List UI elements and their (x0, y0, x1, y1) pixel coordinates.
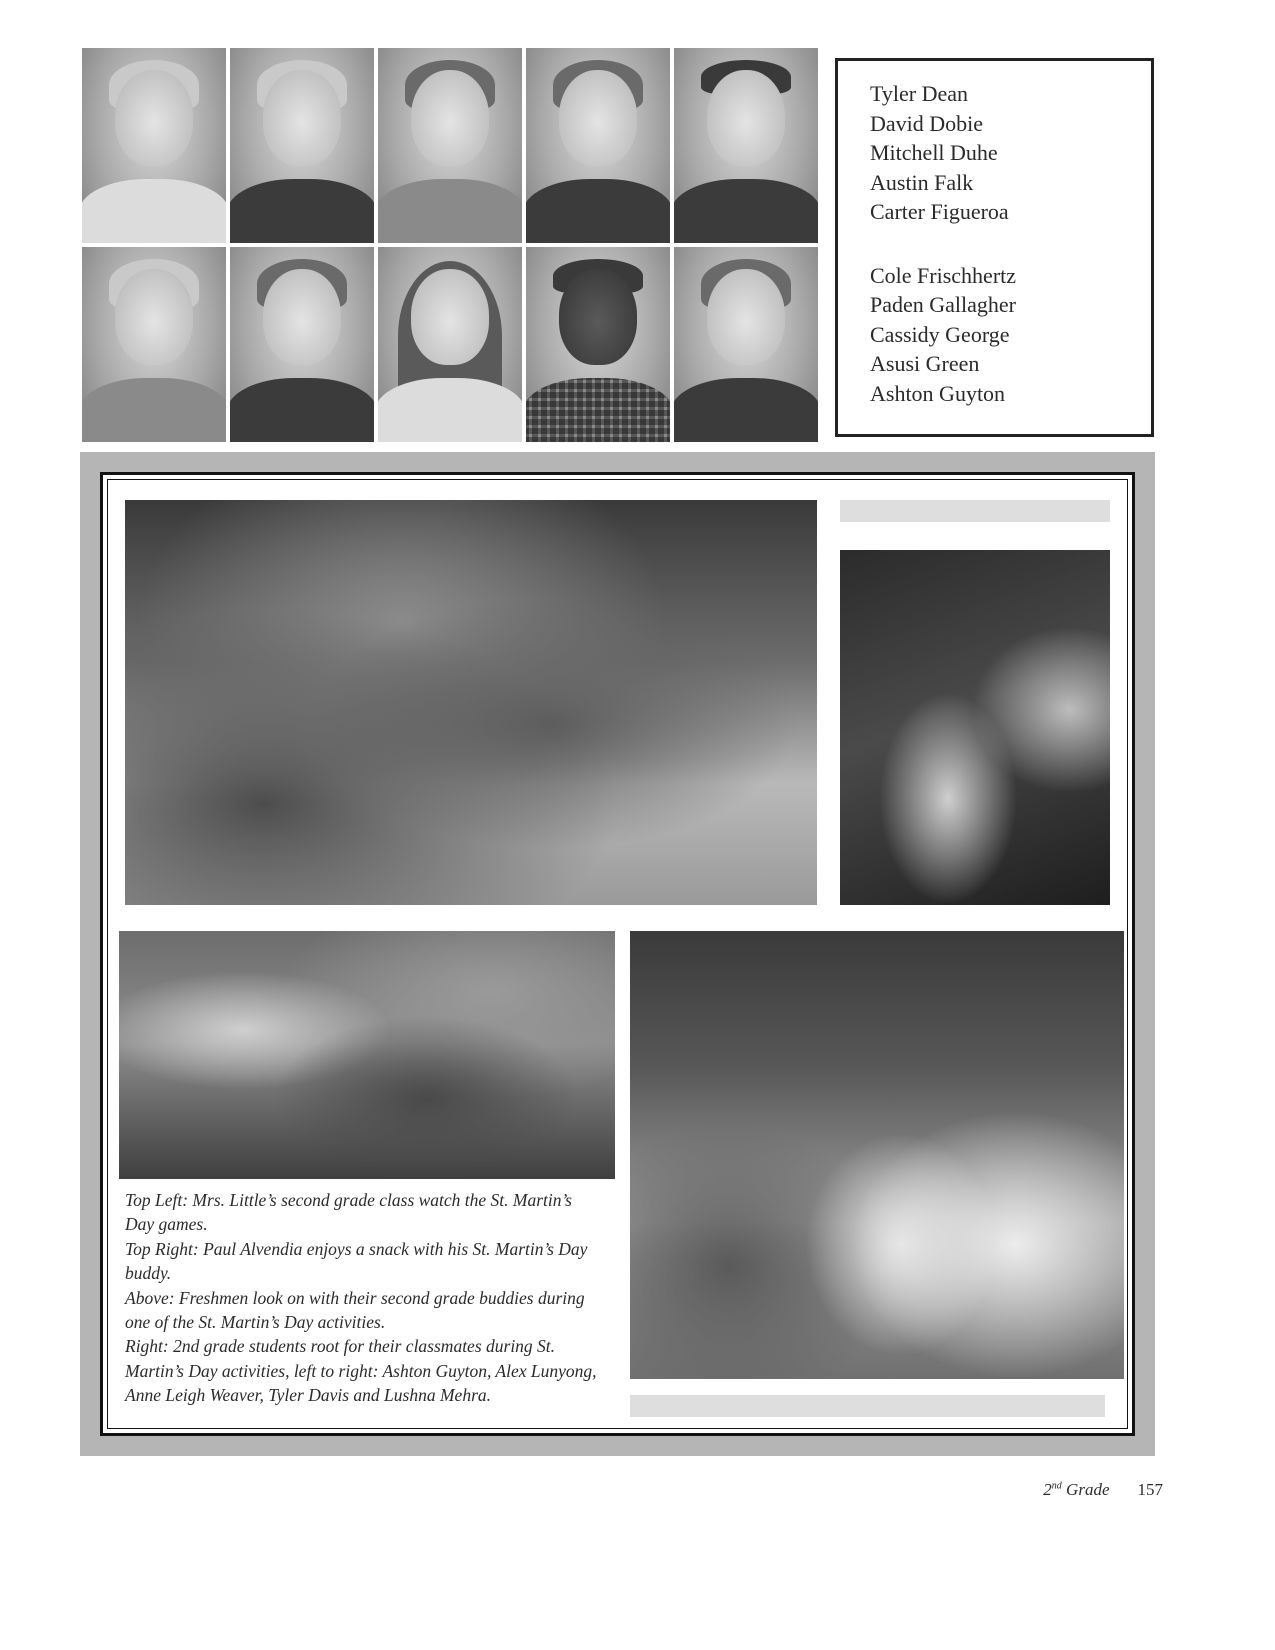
portrait-paden-gallagher (230, 247, 374, 442)
student-name: Austin Falk (870, 169, 974, 195)
grade-ordinal: 2 (1043, 1480, 1052, 1499)
student-name: Cole Frischhertz (870, 262, 1017, 288)
photo-top-left-class-watching-games (125, 500, 817, 905)
caption-top-right: Top Right: Paul Alvendia enjoys a snack with his St. Martin’s Day buddy. (125, 1238, 588, 1284)
caption-above: Above: Freshmen look on with their second grade buddies during one of the St. Martin’s Day activities. (125, 1287, 585, 1333)
portrait-david-dobie (230, 48, 374, 243)
caption-right: Right: 2nd grade students root for their classmates during St. Martin’s Day activities, left to right: Ashton Guyton, Alex Lunyong, Anne Leigh Weaver, Tyler Davis and Lushna Mehra. (125, 1336, 597, 1406)
portrait-austin-falk (526, 48, 670, 243)
section-name: Grade (1066, 1480, 1110, 1499)
name-group-top-row (870, 79, 1151, 227)
name-list-box (835, 58, 1154, 437)
portrait-tyler-dean (82, 48, 226, 243)
student-name: Asusi Green (870, 351, 980, 376)
photo-collage-panel (80, 452, 1155, 1456)
portrait-mitchell-duhe (378, 48, 522, 243)
portrait-cole-frischhertz (82, 247, 226, 442)
photo-freshmen-with-buddies (119, 931, 615, 1179)
student-name: Mitchell Duhe (870, 140, 998, 165)
photo-top-right-snack-with-buddy (840, 550, 1110, 905)
portrait-asusi-green (526, 247, 670, 442)
decorative-strip (840, 500, 1110, 522)
caption-top-left: Top Left: Mrs. Little’s second grade class watch the St. Martin’s Day games. (125, 1190, 572, 1235)
photo-students-root-for-classmates (630, 931, 1124, 1379)
portrait-cassidy-george (378, 247, 522, 442)
page-number: 157 (1137, 1480, 1163, 1499)
portrait-ashton-guyton (674, 247, 818, 442)
student-name: Ashton Guyton (870, 380, 1006, 406)
decorative-strip (630, 1395, 1105, 1417)
photo-captions (125, 1188, 605, 1408)
page-footer (1043, 1480, 1163, 1500)
student-name: Paden Gallagher (870, 292, 1016, 317)
student-name: Carter Figueroa (870, 199, 1009, 224)
grade-suffix: nd (1051, 1480, 1062, 1492)
student-name: Tyler Dean (870, 81, 969, 106)
section-label (1043, 1480, 1109, 1500)
photo-collage-frame (100, 472, 1135, 1436)
student-name: David Dobie (870, 110, 984, 136)
name-group-bottom-row (870, 261, 1151, 409)
portrait-carter-figueroa (674, 48, 818, 243)
portrait-grid (82, 48, 822, 442)
student-name: Cassidy George (870, 321, 1010, 347)
